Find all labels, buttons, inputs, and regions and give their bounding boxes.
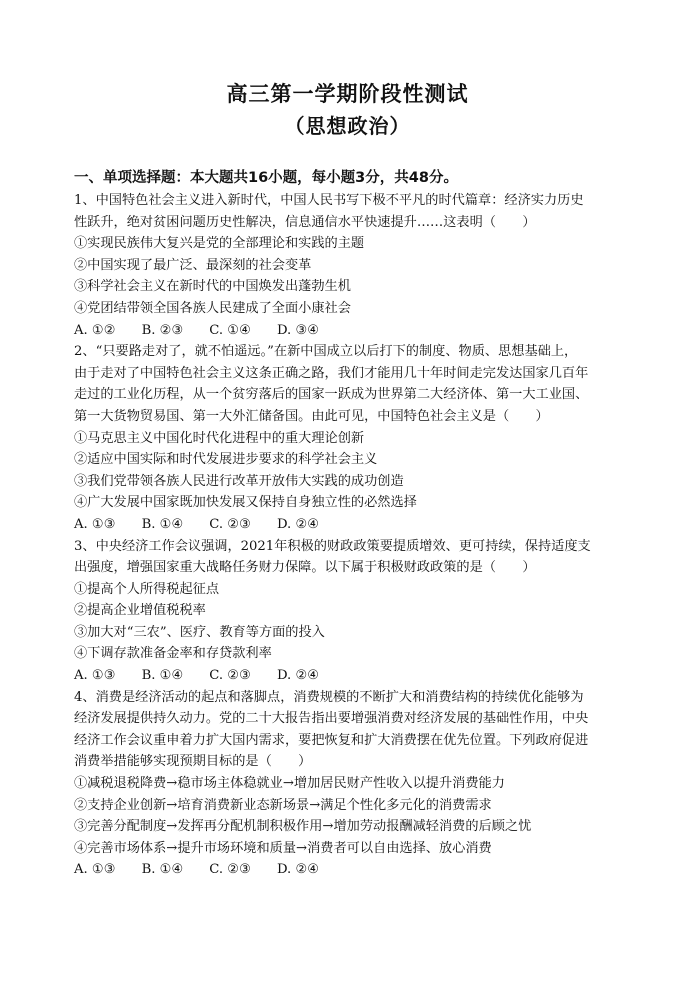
statement-item: ④完善市场体系→提升市场环境和质量→消费者可以自由选择、放心消费: [74, 840, 492, 856]
statement-item: ④党团结带领全国各族人民建成了全面小康社会: [74, 300, 351, 316]
question-stem-line: 性跃升，绝对贫困问题历史性解决，信息通信水平快速提升……这表明（ ）: [74, 214, 536, 230]
answer-options: [74, 514, 622, 536]
answer-option-d[interactable]: D. ②④: [276, 862, 320, 878]
question-stem-line: 4、消费是经济活动的起点和落脚点，消费规模的不断扩大和消费结构的持续优化能够为: [74, 689, 584, 705]
answer-option-c[interactable]: C. ②③: [209, 862, 251, 878]
answer-option-a[interactable]: A. ①③: [74, 668, 116, 684]
answer-option-a[interactable]: A. ①③: [74, 516, 116, 532]
statement-item: ②中国实现了最广泛、最深刻的社会变革: [74, 257, 312, 273]
question-1: [74, 190, 622, 341]
question-stem-line: 消费举措能够实现预期目标的是（ ）: [74, 754, 312, 770]
question-stem-line: 出强度，增强国家重大战略任务财力保障。以下属于积极财政政策的是（ ）: [74, 560, 536, 576]
question-3: [74, 536, 622, 687]
section-heading: 一、单项选择题：本大题共16小题，每小题3分，共48分。: [74, 170, 458, 186]
answer-option-b[interactable]: B. ①④: [141, 516, 184, 532]
statement-item: ③加大对“三农”、医疗、教育等方面的投入: [74, 624, 325, 640]
answer-option-c[interactable]: C. ②③: [209, 668, 251, 684]
question-list: [74, 190, 622, 881]
question-stem-line: 3、中央经济工作会议强调，2021年积极的财政政策要提质增效、更可持续，保持适度支: [74, 538, 591, 554]
question-stem-line: 经济发展提供持久动力。党的二十大报告指出要增强消费对经济发展的基础性作用，中央: [74, 711, 589, 727]
question-stem-line: 由于走对了中国特色社会主义这条正确之路，我们才能用几十年时间走完发达国家几百年: [74, 365, 589, 381]
question-stem-line: 第一大货物贸易国、第一大外汇储备国。由此可见，中国特色社会主义是（ ）: [74, 408, 549, 424]
answer-option-b[interactable]: B. ②③: [141, 322, 184, 338]
statement-item: ③完善分配制度→发挥再分配机制积极作用→增加劳动报酬减轻消费的后顾之忧: [74, 819, 532, 835]
statement-item: ④广大发展中国家既加快发展又保持自身独立性的必然选择: [74, 495, 417, 511]
statement-item: ①马克思主义中国化时代化进程中的重大理论创新: [74, 430, 365, 446]
answer-option-c[interactable]: C. ①④: [209, 322, 251, 338]
statement-item: ①提高个人所得税起征点: [74, 581, 220, 597]
answer-options: [74, 665, 622, 687]
question-stem-line: 经济工作会议重申着力扩大国内需求，要把恢复和扩大消费摆在优先位置。下列政府促进: [74, 732, 589, 748]
statement-item: ③我们党带领各族人民进行改革开放伟大实践的成功创造: [74, 473, 404, 489]
answer-option-b[interactable]: B. ①④: [141, 862, 184, 878]
statement-item: ①减税退税降费→稳市场主体稳就业→增加居民财产性收入以提升消费能力: [74, 776, 505, 792]
answer-option-d[interactable]: D. ③④: [276, 322, 320, 338]
statement-item: ④下调存款准备金率和存贷款利率: [74, 646, 272, 662]
answer-option-a[interactable]: A. ①②: [74, 322, 116, 338]
statement-item: ①实现民族伟大复兴是党的全部理论和实践的主题: [74, 236, 365, 252]
question-stem-line: 1、中国特色社会主义进入新时代，中国人民书写下极不平凡的时代篇章：经济实力历史: [74, 193, 584, 208]
question-4: [74, 687, 622, 881]
answer-option-c[interactable]: C. ②③: [209, 516, 251, 532]
answer-option-d[interactable]: D. ②④: [276, 516, 320, 532]
question-stem-line: 2、“只要路走对了，就不怕遥远。”在新中国成立以后打下的制度、物质、思想基础上，: [74, 344, 578, 360]
statement-item: ②支持企业创新→培育消费新业态新场景→满足个性化多元化的消费需求: [74, 797, 492, 813]
answer-option-a[interactable]: A. ①③: [74, 862, 116, 878]
answer-option-d[interactable]: D. ②④: [276, 668, 320, 684]
question-stem-line: 走过的工业化历程，从一个贫穷落后的国家一跃成为世界第二大经济体、第一大工业国、: [74, 387, 589, 403]
statement-item: ②适应中国实际和时代发展进步要求的科学社会主义: [74, 452, 378, 468]
statement-item: ②提高企业增值税税率: [74, 603, 206, 619]
question-2: [74, 341, 622, 535]
page-subtitle: （思想政治）: [284, 114, 411, 138]
answer-option-b[interactable]: B. ①④: [141, 668, 184, 684]
page-title: 高三第一学期阶段性测试: [226, 82, 469, 106]
answer-options: [74, 320, 622, 342]
answer-options: [74, 859, 622, 881]
statement-item: ③科学社会主义在新时代的中国焕发出蓬勃生机: [74, 279, 351, 295]
